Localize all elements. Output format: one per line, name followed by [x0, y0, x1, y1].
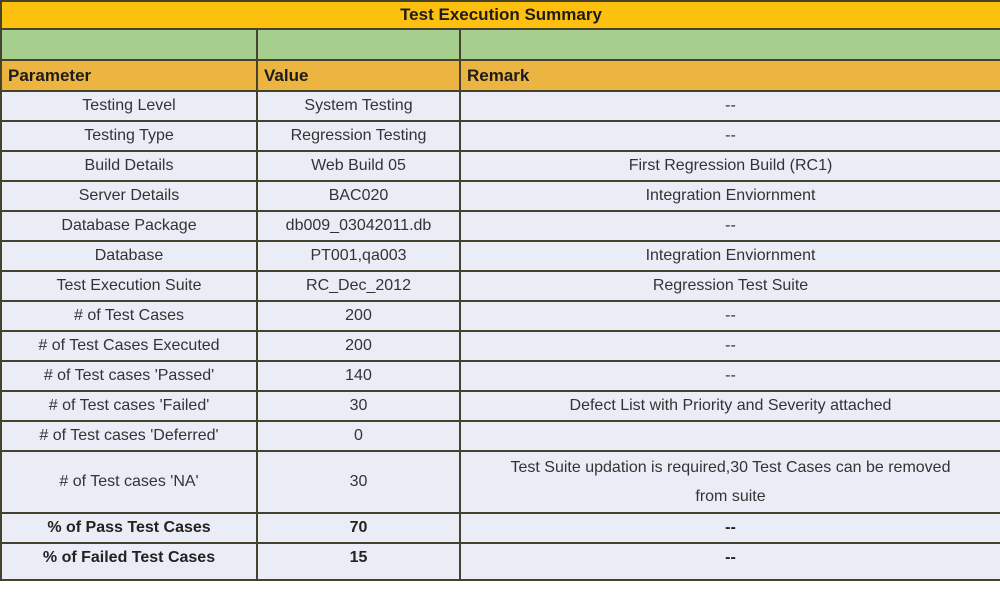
column-header-remark: Remark [460, 60, 1000, 91]
table-row [1, 331, 1000, 361]
value-cell: 200 [257, 331, 460, 361]
title-row [1, 1, 1000, 29]
parameter-cell: Build Details [1, 151, 257, 181]
parameter-cell: Database [1, 241, 257, 271]
table-row [1, 121, 1000, 151]
parameter-cell: # of Test cases 'Failed' [1, 391, 257, 421]
remark-cell: -- [460, 211, 1000, 241]
parameter-cell: % of Pass Test Cases [1, 513, 257, 543]
table-row [1, 361, 1000, 391]
table-row [1, 151, 1000, 181]
parameter-cell: # of Test Cases [1, 301, 257, 331]
table-row [1, 181, 1000, 211]
value-cell: db009_03042011.db [257, 211, 460, 241]
column-header-parameter: Parameter [1, 60, 257, 91]
value-cell: RC_Dec_2012 [257, 271, 460, 301]
remark-cell: -- [460, 513, 1000, 543]
table-row [1, 513, 1000, 543]
value-cell: 30 [257, 391, 460, 421]
value-cell: Regression Testing [257, 121, 460, 151]
remark-cell: -- [460, 121, 1000, 151]
value-cell: 140 [257, 361, 460, 391]
remark-cell: Integration Enviornment [460, 181, 1000, 211]
parameter-cell: Server Details [1, 181, 257, 211]
parameter-cell: # of Test cases 'Deferred' [1, 421, 257, 451]
parameter-cell: Testing Type [1, 121, 257, 151]
parameter-cell: # of Test cases 'NA' [1, 451, 257, 513]
parameter-cell: Testing Level [1, 91, 257, 121]
value-cell: 15 [257, 543, 460, 580]
value-cell: 70 [257, 513, 460, 543]
parameter-cell: % of Failed Test Cases [1, 543, 257, 580]
spacer-cell [460, 29, 1000, 60]
table-row [1, 241, 1000, 271]
column-header-value: Value [257, 60, 460, 91]
remark-cell: Defect List with Priority and Severity attached [460, 391, 1000, 421]
value-cell: 200 [257, 301, 460, 331]
value-cell: Web Build 05 [257, 151, 460, 181]
table-row [1, 211, 1000, 241]
remark-cell: -- [460, 91, 1000, 121]
table-row [1, 451, 1000, 513]
remark-cell: First Regression Build (RC1) [460, 151, 1000, 181]
parameter-cell: # of Test Cases Executed [1, 331, 257, 361]
remark-cell: -- [460, 301, 1000, 331]
table-row [1, 543, 1000, 580]
remark-cell [460, 421, 1000, 451]
remark-cell: -- [460, 361, 1000, 391]
remark-cell: -- [460, 543, 1000, 580]
value-cell: 30 [257, 451, 460, 513]
column-header-row [1, 60, 1000, 91]
table-row [1, 271, 1000, 301]
table-row [1, 301, 1000, 331]
remark-cell: Test Suite updation is required,30 Test Cases can be removed from suite [460, 451, 1000, 513]
parameter-cell: Database Package [1, 211, 257, 241]
value-cell: BAC020 [257, 181, 460, 211]
spacer-row [1, 29, 1000, 60]
spacer-cell [257, 29, 460, 60]
table-row [1, 391, 1000, 421]
parameter-cell: # of Test cases 'Passed' [1, 361, 257, 391]
parameter-cell: Test Execution Suite [1, 271, 257, 301]
table-row [1, 421, 1000, 451]
table-title: Test Execution Summary [1, 1, 1000, 29]
value-cell: 0 [257, 421, 460, 451]
remark-cell: -- [460, 331, 1000, 361]
value-cell: System Testing [257, 91, 460, 121]
table-row [1, 91, 1000, 121]
remark-cell: Integration Enviornment [460, 241, 1000, 271]
spacer-cell [1, 29, 257, 60]
value-cell: PT001,qa003 [257, 241, 460, 271]
remark-cell: Regression Test Suite [460, 271, 1000, 301]
